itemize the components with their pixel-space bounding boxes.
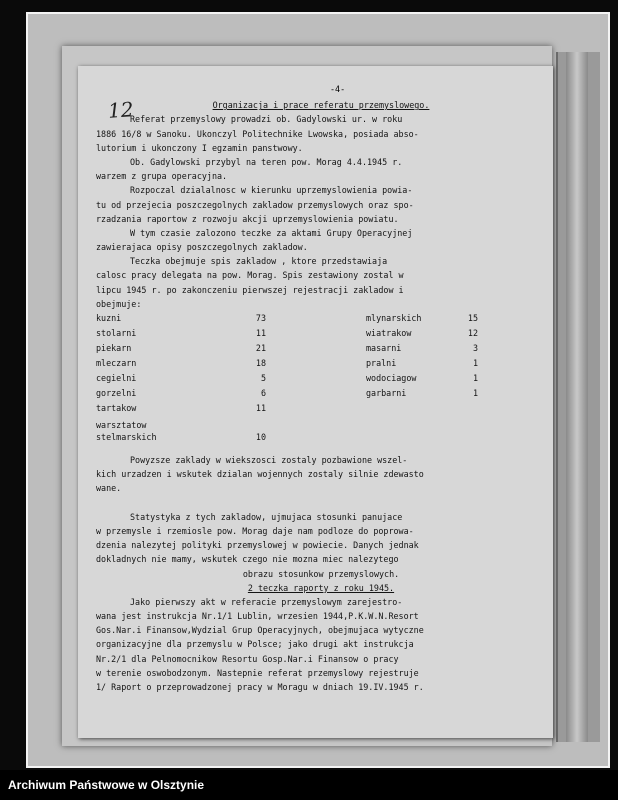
list-item: pralni 1	[366, 358, 478, 368]
text-line: rzadzania raportow z rozwoju akcji uprzemyslowienia powiatu.	[96, 213, 399, 224]
text-line: obejmuje:	[96, 298, 142, 309]
list-item: cegielni 5	[96, 373, 266, 383]
text-line: Gos.Nar.i Finansow,Wydzial Grup Operacyjnych, obejmujaca wytyczne	[96, 625, 424, 636]
list-item: piekarn 21	[96, 343, 266, 353]
text-line: Powyzsze zaklady w wiekszosci zostaly pozbawione wszel-	[130, 455, 408, 465]
list-item: gorzelni 6	[96, 388, 266, 398]
facilities-list	[96, 311, 546, 453]
list-item: mleczarn 18	[96, 358, 266, 368]
handwritten-page-number: 12	[107, 97, 135, 123]
text-line: organizacyjne dla przemyslu w Polsce; jako drugi akt instrukcja	[96, 639, 414, 650]
text-line: Teczka obejmuje spis zakladow , ktore przedstawiaja	[130, 256, 388, 267]
text-line: wana jest instrukcja Nr.1/1 Lublin, wrzesien 1944,P.K.W.N.Resort	[96, 611, 419, 622]
text-line: 1/ Raport o przeprowadzonej pracy w Moragu w dniach 19.IV.1945 r.	[96, 682, 424, 692]
list-item: kuzni 73	[96, 313, 266, 323]
page-number: -4-	[330, 84, 346, 94]
text-line: lipcu 1945 r. po zakonczeniu pierwszej rejestracji zakladow i	[96, 284, 404, 295]
list-item: mlynarskich 15	[366, 313, 478, 323]
text-line: dokladnych nie mamy, wskutek czego nie mozna miec nalezytego	[96, 554, 399, 565]
text-line: warzem z grupa operacyjna.	[96, 171, 228, 182]
text-line: kich urzadzen i wskutek dzialan wojennych zostaly silnie zdewasto	[96, 469, 424, 480]
archive-caption: Archiwum Państwowe w Olsztynie	[8, 778, 205, 792]
text-line: calosc pracy delegata na pow. Morag. Spis zestawiony zostal w	[96, 270, 404, 281]
binder-spine	[556, 52, 600, 742]
list-item: wiatrakow 12	[366, 328, 478, 338]
text-line: zawierajaca opisy poszczegolnych zakladow.	[96, 242, 308, 253]
text-line: Jako pierwszy akt w referacie przemyslowym zarejestro-	[130, 596, 403, 607]
list-item: stelmarskich 10	[96, 432, 266, 442]
list-item: masarni 3	[366, 343, 478, 353]
section-heading: 2 teczka raporty z roku 1945.	[247, 582, 395, 593]
text-line: W tym czasie zalozono teczke za aktami Grupy Operacyjnej	[130, 227, 413, 238]
list-item: tartakow 11	[96, 403, 266, 413]
text-line: obrazu stosunkow przemyslowych.	[242, 568, 400, 579]
text-line: w terenie oswobodzonym. Nastepnie referat przemyslowy rejestruje	[96, 667, 419, 678]
list-item: warsztatow	[96, 420, 147, 430]
text-line: 1886 16/8 w Sanoku. Ukonczyl Politechnike Lwowska, posiada abso-	[96, 128, 419, 139]
text-line: Rozpoczal dzialalnosc w kierunku uprzemyslowienia powia-	[130, 185, 413, 196]
text-line: Nr.2/1 dla Pelnomocnikow Resortu Gosp.Nar.i Finansow o pracy	[96, 653, 399, 664]
document-text	[96, 84, 546, 694]
text-line: w przemysle i rzemiosle pow. Morag daje nam podloze do poprowa-	[96, 525, 414, 536]
text-line: lutorium i ukonczony I egzamin panstwowy.	[96, 142, 303, 153]
text-line: dzenia nalezytej polityki przemyslowej w powiecie. Danych jednak	[96, 540, 419, 551]
list-item: wodociagow 1	[366, 373, 478, 383]
document-title: Organizacja i prace referatu przemyslowego.	[212, 100, 430, 111]
text-line: wane.	[96, 483, 122, 494]
text-line: Ob. Gadylowski przybyl na teren pow. Morag 4.4.1945 r.	[130, 156, 403, 167]
text-line: Statystyka z tych zakladow, ujmujaca stosunki panujace	[130, 511, 403, 522]
text-line: tu od przejecia poszczegolnych zakladow przemyslowych oraz spo-	[96, 199, 414, 210]
list-item: garbarni 1	[366, 388, 478, 398]
text-line: Referat przemyslowy prowadzi ob. Gadylowski ur. w roku	[130, 114, 403, 125]
list-item: stolarni 11	[96, 328, 266, 338]
